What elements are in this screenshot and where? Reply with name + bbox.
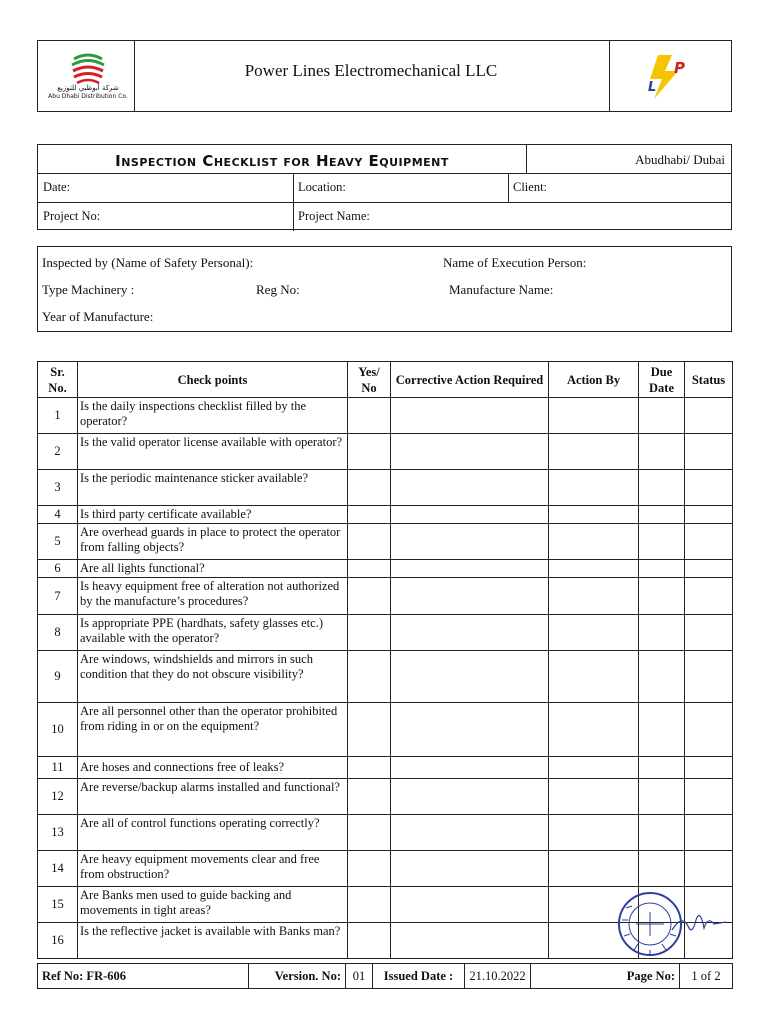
action-by-cell[interactable] bbox=[549, 779, 639, 815]
adc-logo-caption-en: Abu Dhabi Distribution Co. bbox=[48, 93, 128, 100]
adc-logo-caption-ar: شركة أبوظبي للتوزيع bbox=[57, 84, 119, 92]
project-name-label: Project Name: bbox=[298, 209, 370, 223]
table-row bbox=[38, 651, 733, 703]
row-divider bbox=[38, 202, 731, 203]
action-by-cell[interactable] bbox=[549, 506, 639, 524]
due-date-cell[interactable] bbox=[639, 651, 685, 703]
corrective-action-cell[interactable] bbox=[391, 851, 549, 887]
col-action-by: Action By bbox=[549, 362, 639, 398]
due-date-cell[interactable] bbox=[639, 434, 685, 470]
yes-no-cell[interactable] bbox=[348, 815, 391, 851]
execution-person-label: Name of Execution Person: bbox=[443, 255, 587, 270]
status-cell[interactable] bbox=[685, 703, 733, 757]
yes-no-cell[interactable] bbox=[348, 434, 391, 470]
table-row bbox=[38, 615, 733, 651]
yes-no-cell[interactable] bbox=[348, 923, 391, 959]
status-cell[interactable] bbox=[685, 651, 733, 703]
table-row bbox=[38, 757, 733, 779]
corrective-action-cell[interactable] bbox=[391, 470, 549, 506]
checklist-header-row bbox=[38, 362, 733, 398]
due-date-cell[interactable] bbox=[639, 560, 685, 578]
issued-date-value: 21.10.2022 bbox=[465, 964, 531, 989]
col-status: Status bbox=[685, 362, 733, 398]
company-name: Power Lines Electromechanical LLC bbox=[244, 61, 498, 80]
col-divider bbox=[508, 173, 509, 202]
header-divider bbox=[609, 41, 610, 111]
status-cell[interactable] bbox=[685, 398, 733, 434]
sr-cell: 2 bbox=[38, 434, 78, 470]
check-point-cell: Are Banks men used to guide backing and movements in tight areas? bbox=[78, 887, 348, 923]
status-cell[interactable] bbox=[685, 815, 733, 851]
sr-cell: 4 bbox=[38, 506, 78, 524]
yes-no-cell[interactable] bbox=[348, 615, 391, 651]
col-check-points: Check points bbox=[78, 362, 348, 398]
check-point-cell: Are heavy equipment movements clear and free from obstruction? bbox=[78, 851, 348, 887]
sr-cell: 9 bbox=[38, 651, 78, 703]
sr-cell: 12 bbox=[38, 779, 78, 815]
corrective-action-cell[interactable] bbox=[391, 815, 549, 851]
action-by-cell[interactable] bbox=[549, 757, 639, 779]
yes-no-cell[interactable] bbox=[348, 524, 391, 560]
corrective-action-cell[interactable] bbox=[391, 779, 549, 815]
check-point-cell: Is the periodic maintenance sticker available? bbox=[78, 470, 348, 506]
document-header bbox=[37, 40, 732, 112]
due-date-cell[interactable] bbox=[639, 757, 685, 779]
due-date-cell[interactable] bbox=[639, 615, 685, 651]
corrective-action-cell[interactable] bbox=[391, 560, 549, 578]
action-by-cell[interactable] bbox=[549, 470, 639, 506]
due-date-cell[interactable] bbox=[639, 578, 685, 615]
sr-cell: 15 bbox=[38, 887, 78, 923]
checklist-table bbox=[37, 361, 733, 959]
check-point-cell: Is the daily inspections checklist filled by the operator? bbox=[78, 398, 348, 434]
action-by-cell[interactable] bbox=[549, 815, 639, 851]
due-date-cell[interactable] bbox=[639, 470, 685, 506]
check-point-cell: Are reverse/backup alarms installed and functional? bbox=[78, 779, 348, 815]
corrective-action-cell[interactable] bbox=[391, 398, 549, 434]
col-due-date: Due Date bbox=[639, 362, 685, 398]
project-info-table bbox=[37, 144, 732, 230]
yes-no-cell[interactable] bbox=[348, 506, 391, 524]
action-by-cell[interactable] bbox=[549, 851, 639, 887]
corrective-action-cell[interactable] bbox=[391, 923, 549, 959]
check-point-cell: Is heavy equipment free of alteration not authorized by the manufacture’s procedures? bbox=[78, 578, 348, 615]
version-label: Version. No: bbox=[249, 964, 346, 989]
check-point-cell: Is the reflective jacket is available with Banks man? bbox=[78, 923, 348, 959]
table-row bbox=[38, 578, 733, 615]
table-row bbox=[38, 506, 733, 524]
form-title: Inspection Checklist for Heavy Equipment bbox=[115, 152, 449, 170]
ref-no: Ref No: FR-606 bbox=[38, 964, 249, 989]
table-row bbox=[38, 703, 733, 757]
year-of-manufacture-label: Year of Manufacture: bbox=[42, 309, 154, 324]
region-label: Abudhabi/ Dubai bbox=[635, 152, 725, 167]
col-yes-no: Yes/ No bbox=[348, 362, 391, 398]
due-date-cell[interactable] bbox=[639, 703, 685, 757]
type-machinery-label: Type Machinery : bbox=[42, 282, 135, 297]
status-cell[interactable] bbox=[685, 434, 733, 470]
status-cell[interactable] bbox=[685, 757, 733, 779]
issued-date-label: Issued Date : bbox=[373, 964, 465, 989]
status-cell[interactable] bbox=[685, 615, 733, 651]
check-point-cell: Are all of control functions operating correctly? bbox=[78, 815, 348, 851]
due-date-cell[interactable] bbox=[639, 851, 685, 887]
yes-no-cell[interactable] bbox=[348, 651, 391, 703]
status-cell[interactable] bbox=[685, 779, 733, 815]
corrective-action-cell[interactable] bbox=[391, 524, 549, 560]
table-row bbox=[38, 470, 733, 506]
action-by-cell[interactable] bbox=[549, 524, 639, 560]
header-divider bbox=[134, 41, 135, 111]
corrective-action-cell[interactable] bbox=[391, 887, 549, 923]
due-date-cell[interactable] bbox=[639, 506, 685, 524]
inspected-by-label: Inspected by (Name of Safety Personal): bbox=[42, 255, 254, 270]
due-date-cell[interactable] bbox=[639, 524, 685, 560]
page-no-label: Page No: bbox=[531, 964, 680, 989]
yes-no-cell[interactable] bbox=[348, 757, 391, 779]
yes-no-cell[interactable] bbox=[348, 560, 391, 578]
due-date-cell[interactable] bbox=[639, 779, 685, 815]
action-by-cell[interactable] bbox=[549, 578, 639, 615]
reg-no-label: Reg No: bbox=[256, 282, 300, 297]
col-divider bbox=[526, 145, 527, 173]
sr-cell: 3 bbox=[38, 470, 78, 506]
sr-cell: 13 bbox=[38, 815, 78, 851]
check-point-cell: Is the valid operator license available with operator? bbox=[78, 434, 348, 470]
page-no-value: 1 of 2 bbox=[680, 964, 733, 989]
client-label: Client: bbox=[513, 180, 548, 194]
footer-row bbox=[38, 964, 733, 989]
status-cell[interactable] bbox=[685, 578, 733, 615]
yes-no-cell[interactable] bbox=[348, 851, 391, 887]
adc-logo-emblem bbox=[72, 55, 104, 83]
action-by-cell[interactable] bbox=[549, 434, 639, 470]
stamp-seal bbox=[619, 893, 681, 956]
check-point-cell: Are windows, windshields and mirrors in such condition that they do not obscure visibility? bbox=[78, 651, 348, 703]
sr-cell: 8 bbox=[38, 615, 78, 651]
logo-letter-p: P bbox=[674, 59, 685, 77]
status-cell[interactable] bbox=[685, 506, 733, 524]
location-label: Location: bbox=[298, 180, 346, 194]
col-corrective-action: Corrective Action Required bbox=[391, 362, 549, 398]
check-point-cell: Are all lights functional? bbox=[78, 560, 348, 578]
table-row bbox=[38, 560, 733, 578]
table-row bbox=[38, 815, 733, 851]
col-divider bbox=[293, 173, 294, 231]
plem-logo bbox=[638, 49, 698, 103]
sr-cell: 10 bbox=[38, 703, 78, 757]
sr-cell: 5 bbox=[38, 524, 78, 560]
corrective-action-cell[interactable] bbox=[391, 434, 549, 470]
status-cell[interactable] bbox=[685, 560, 733, 578]
corrective-action-cell[interactable] bbox=[391, 615, 549, 651]
table-row bbox=[38, 434, 733, 470]
corrective-action-cell[interactable] bbox=[391, 757, 549, 779]
action-by-cell[interactable] bbox=[549, 398, 639, 434]
col-sr-no: Sr. No. bbox=[38, 362, 78, 398]
sr-cell: 6 bbox=[38, 560, 78, 578]
check-point-cell: Is third party certificate available? bbox=[78, 506, 348, 524]
status-cell[interactable] bbox=[685, 524, 733, 560]
company-stamp bbox=[614, 886, 732, 964]
status-cell[interactable] bbox=[685, 470, 733, 506]
sr-cell: 14 bbox=[38, 851, 78, 887]
check-point-cell: Are all personnel other than the operator prohibited from riding in or on the equipment? bbox=[78, 703, 348, 757]
status-cell[interactable] bbox=[685, 851, 733, 887]
date-label: Date: bbox=[43, 180, 71, 194]
project-no-label: Project No: bbox=[43, 209, 101, 223]
table-row bbox=[38, 851, 733, 887]
check-point-cell: Are overhead guards in place to protect the operator from falling objects? bbox=[78, 524, 348, 560]
logo-letter-l: L bbox=[648, 80, 657, 95]
action-by-cell[interactable] bbox=[549, 615, 639, 651]
table-row bbox=[38, 779, 733, 815]
yes-no-cell[interactable] bbox=[348, 887, 391, 923]
corrective-action-cell[interactable] bbox=[391, 703, 549, 757]
action-by-cell[interactable] bbox=[549, 703, 639, 757]
check-point-cell: Are hoses and connections free of leaks? bbox=[78, 757, 348, 779]
due-date-cell[interactable] bbox=[639, 815, 685, 851]
row-divider bbox=[38, 173, 731, 174]
yes-no-cell[interactable] bbox=[348, 578, 391, 615]
version-value: 01 bbox=[346, 964, 373, 989]
corrective-action-cell[interactable] bbox=[391, 651, 549, 703]
manufacture-name-label: Manufacture Name: bbox=[449, 282, 554, 297]
corrective-action-cell[interactable] bbox=[391, 506, 549, 524]
yes-no-cell[interactable] bbox=[348, 398, 391, 434]
yes-no-cell[interactable] bbox=[348, 703, 391, 757]
document-footer bbox=[37, 963, 733, 989]
action-by-cell[interactable] bbox=[549, 651, 639, 703]
sr-cell: 16 bbox=[38, 923, 78, 959]
sr-cell: 1 bbox=[38, 398, 78, 434]
yes-no-cell[interactable] bbox=[348, 779, 391, 815]
corrective-action-cell[interactable] bbox=[391, 578, 549, 615]
yes-no-cell[interactable] bbox=[348, 470, 391, 506]
check-point-cell: Is appropriate PPE (hardhats, safety glasses etc.) available with the operator? bbox=[78, 615, 348, 651]
due-date-cell[interactable] bbox=[639, 398, 685, 434]
sr-cell: 11 bbox=[38, 757, 78, 779]
action-by-cell[interactable] bbox=[549, 560, 639, 578]
inspection-details bbox=[37, 246, 732, 332]
table-row bbox=[38, 398, 733, 434]
sr-cell: 7 bbox=[38, 578, 78, 615]
table-row bbox=[38, 524, 733, 560]
